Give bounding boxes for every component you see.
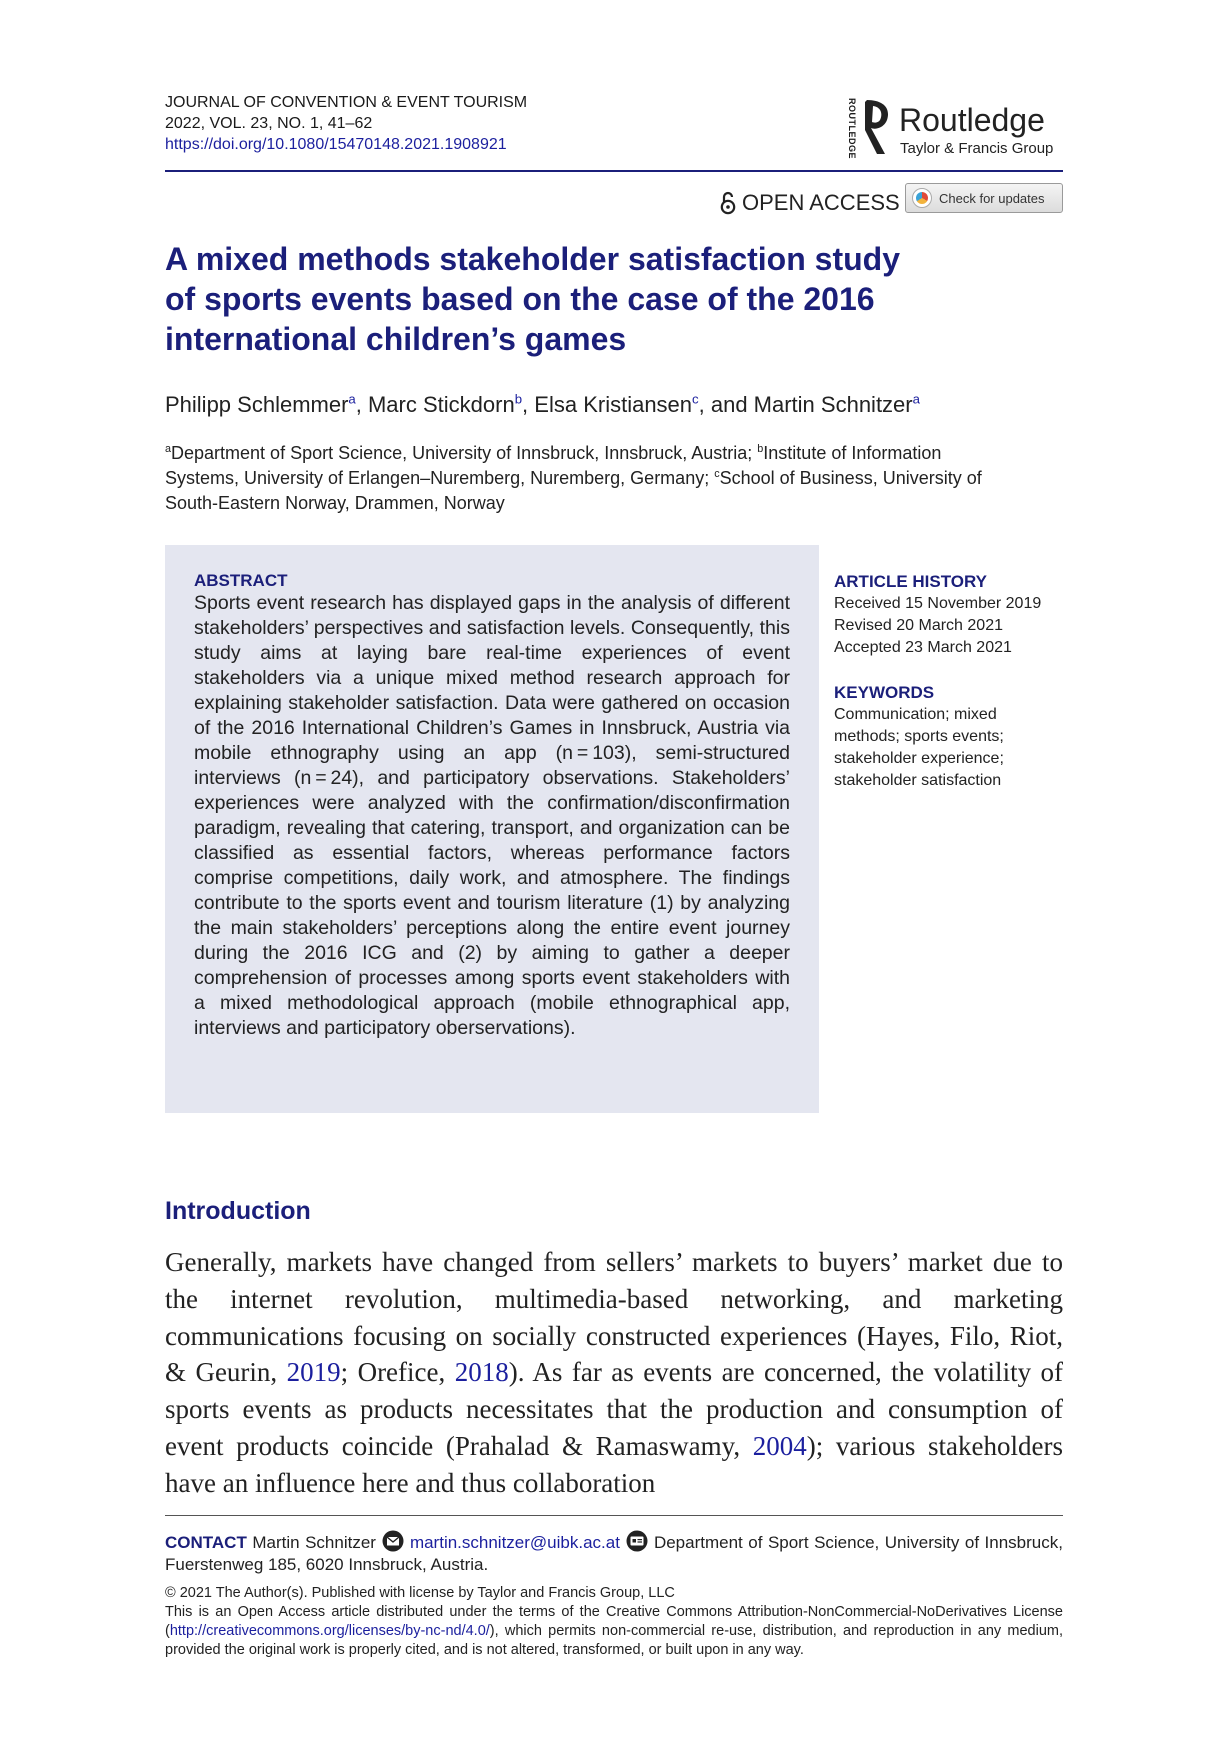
email-icon [382,1530,404,1552]
author-separator: , [522,392,535,417]
article-title [165,239,945,359]
affil-mark: b [757,443,764,455]
author-separator: , and [698,392,754,417]
author-name[interactable]: Elsa Kristiansen [534,392,693,417]
publisher-logo[interactable] [845,98,1063,160]
history-accepted: Accepted 23 March 2021 [834,639,1012,656]
affil-mark: c [714,468,720,480]
keywords-heading: KEYWORDS [834,683,935,702]
abstract-text: Sports event research has displayed gaps in the analysis of different stakeholders’ perspectives and satisfaction levels. Consequently, this study aims at laying bare real-time experiences of event stakeholders via a unique mixed method research approach for explaining stakeholder satisfaction. Data were gathered on occasion of the 2016 International Children’s Games in Innsbruck, Austria via mobile ethnography using an app (n = 103), semi-structured interviews (n = 24), and participatory observations. Stakeholders’ experiences were analyzed with the confirmation/disconfirmation paradigm, revealing that catering, transport, and organization can be classified as essential factors, whereas performance factors comprise competitions, daily work, and atmosphere. The findings contribute to the sports event and tourism literature (1) by analyzing the main stakeholders’ perceptions along the entire event journey during the 2016 ICG and (2) by aiming to gather a deeper comprehension of processes among sports event stakeholders with a mixed methodological approach (mobile ethnographical app, interviews and participatory oberservations). [194,592,790,1039]
license-block [165,1584,1063,1660]
open-access-badge [720,190,900,216]
citation-link[interactable]: 2019 [286,1357,341,1388]
open-lock-icon [720,191,736,215]
license-text-part: This is an Open Access article distributed under the terms of the Creative Commons Attribution-NonCommercial-NoDerivatives License ( [165,1604,1063,1639]
affiliation-text: Institute of Information Systems, University of Erlangen–Nuremberg, Nuremberg, Germany; [165,443,942,488]
history-received: Received 15 November 2019 [834,595,1042,612]
intro-text: ; Orefice, [340,1357,455,1388]
journal-header [165,92,527,155]
author-name[interactable]: Philipp Schlemmer [165,392,349,417]
publisher-name: Routledge [899,102,1045,138]
author-affil-mark[interactable]: a [912,391,920,407]
contact-label: CONTACT [165,1533,247,1552]
crossmark-icon [912,188,932,208]
author-affil-mark[interactable]: b [514,391,523,407]
publisher-group: Taylor & Francis Group [900,140,1054,157]
contact-info [165,1530,1063,1576]
affiliation-text: School of Business, University of South-Eastern Norway, Drammen, Norway [165,468,982,513]
author-affil-mark[interactable]: a [348,391,356,407]
journal-name: JOURNAL OF CONVENTION & EVENT TOURISM [165,94,528,111]
routledge-r-icon [861,98,897,158]
author-name[interactable]: Marc Stickdorn [367,392,515,417]
keyword-line: Communication; mixed [834,706,997,723]
address-icon [626,1530,648,1552]
author-list [165,392,920,418]
affiliation-text: Department of Sport Science, University of Innsbruck, Innsbruck, Austria; [171,443,758,463]
citation-link[interactable]: 2018 [454,1357,509,1388]
history-revised: Revised 20 March 2021 [834,617,1003,634]
abstract-heading: ABSTRACT [194,571,288,590]
open-access-label: OPEN ACCESS [742,190,900,215]
article-history [834,571,1041,659]
intro-text: ); various stakeholders have an influence here and thus collaboration [165,1430,1064,1498]
check-updates-label: Check for updates [939,190,1045,206]
title-line: of sports events based on the case of the 2016 [165,281,875,317]
license-text-part: ), which permits non-commercial re-use, distribution, and reproduction in any medium, provided the original work is properly cited, and is not altered, transformed, or built upon in any way. [165,1623,1063,1658]
contact-address: Department of Sport Science, University of Innsbruck, Fuerstenweg 185, 6020 Innsbruck, Austria. [165,1533,1063,1574]
keyword-line: stakeholder satisfaction [834,772,1002,789]
title-line: A mixed methods stakeholder satisfaction study [165,241,900,277]
keyword-line: methods; sports events; [834,728,1004,745]
volume-info: 2022, VOL. 23, NO. 1, 41–62 [165,115,373,132]
title-line: international children’s games [165,321,627,357]
contact-name: Martin Schnitzer [252,1533,376,1552]
license-text [165,1603,1063,1660]
footer-rule [165,1515,1063,1516]
introduction-heading: Introduction [165,1197,311,1225]
check-updates-button[interactable] [905,183,1063,213]
author-affil-mark[interactable]: c [692,391,699,407]
doi-link[interactable]: https://doi.org/10.1080/15470148.2021.1908921 [165,136,507,153]
affiliations [165,441,985,516]
contact-email-link[interactable]: martin.schnitzer@uibk.ac.at [409,1533,620,1552]
intro-text: ). As far as events are concerned, the volatility of sports events as products necessitates that the production and consumption of event products coincide (Prahalad & Ramaswamy, [165,1357,1064,1461]
publisher-vertical-text: ROUTLEDGE [847,98,857,160]
history-heading: ARTICLE HISTORY [834,572,988,591]
keyword-line: stakeholder experience; [834,750,1004,767]
citation-link[interactable]: 2004 [752,1430,807,1461]
header-rule [165,170,1063,172]
author-separator: , [355,392,368,417]
author-name[interactable]: Martin Schnitzer [753,392,913,417]
license-url-link[interactable]: http://creativecommons.org/licenses/by-nc-nd/4.0/ [169,1623,490,1639]
intro-text: Generally, markets have changed from sellers’ markets to buyers’ market due to the internet revolution, multimedia-based networking, and marketing communications focusing on socially constructed experiences (Hayes, Filo, Riot, & Geurin, [165,1247,1063,1388]
copyright-line: © 2021 The Author(s). Published with license by Taylor and Francis Group, LLC [165,1585,675,1601]
affil-mark: a [165,443,172,455]
introduction-paragraph [165,1244,1063,1502]
keywords [834,682,1004,792]
